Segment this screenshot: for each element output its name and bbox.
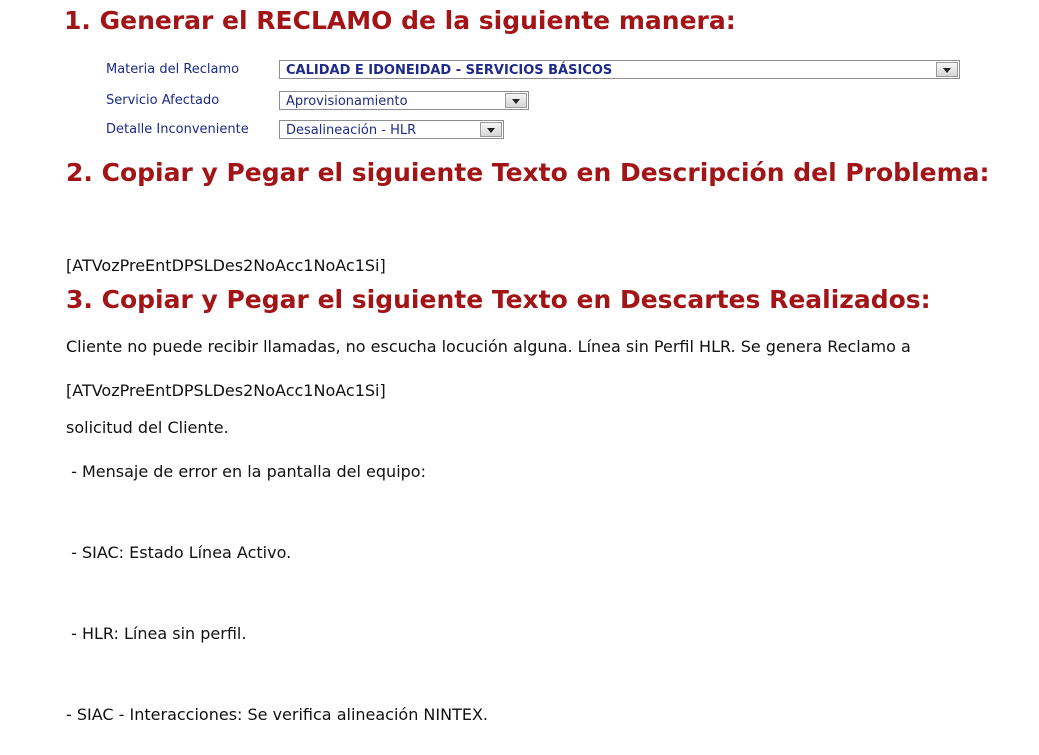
text-line: - SIAC - Interacciones: Se verifica alineación NINTEX. [66,705,489,724]
text-line: - HLR: Línea sin perfil. [66,624,247,643]
servicio-select-value: Aprovisionamiento [286,94,408,109]
detalle-select-value: Desalineación - HLR [286,123,417,138]
materia-select[interactable] [279,60,960,79]
detalle-select[interactable] [279,120,504,139]
chevron-down-icon[interactable] [480,122,502,137]
text-line: [ATVozPreEntDPSLDes2NoAcc1NoAc1Si] [66,256,386,275]
text-line: solicitud del Cliente. [66,418,229,437]
materia-row [106,60,966,82]
text-line: - Mensaje de error en la pantalla del equipo: [66,462,426,481]
step-1-heading: 1. Generar el RECLAMO de la siguiente manera: [64,6,736,35]
materia-label: Materia del Reclamo [106,62,240,77]
servicio-row [106,91,536,113]
detalle-row [106,120,506,142]
descartes-text[interactable] [66,323,488,755]
text-line: Cliente no puede recibir llamadas, no escucha locución alguna. Línea sin Perfil HLR. Se genera Reclamo a [66,337,911,356]
step-3-heading: 3. Copiar y Pegar el siguiente Texto en Descartes Realizados: [66,285,931,314]
servicio-select[interactable] [279,91,529,110]
step-2-heading: 2. Copiar y Pegar el siguiente Texto en Descripción del Problema: [66,158,990,187]
chevron-down-icon[interactable] [505,93,527,108]
servicio-label: Servicio Afectado [106,93,220,108]
text-line: - SIAC: Estado Línea Activo. [66,543,292,562]
detalle-label: Detalle Inconveniente [106,122,249,137]
text-line: [ATVozPreEntDPSLDes2NoAcc1NoAc1Si] [66,381,386,400]
materia-select-value: CALIDAD E IDONEIDAD - SERVICIOS BÁSICOS [286,63,613,78]
chevron-down-icon[interactable] [936,62,958,77]
